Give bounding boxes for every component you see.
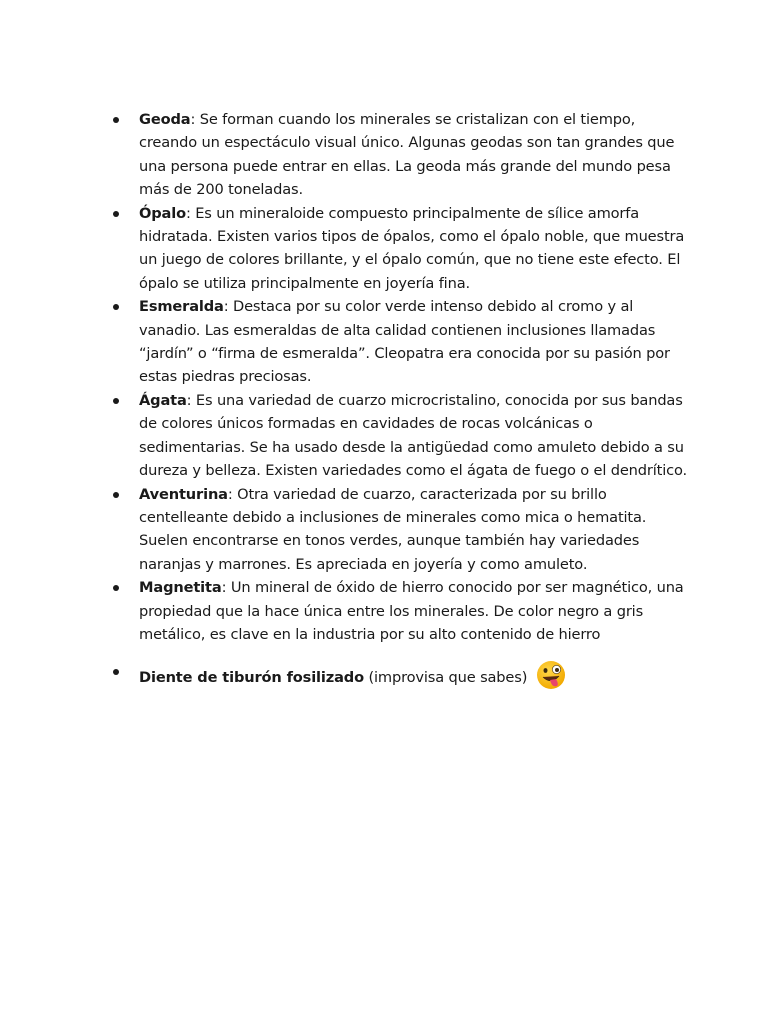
list-item bbox=[108, 202, 688, 296]
bullet-icon bbox=[113, 117, 119, 123]
item-text: : Se forman cuando los minerales se cristalizan con el tiempo, creando un espectáculo visual único. Algunas geodas son tan grandes que una persona puede entrar en ellas. La geoda más grande del mundo pesa más de 200 toneladas. bbox=[139, 111, 675, 199]
item-text: : Es una variedad de cuarzo microcristalino, conocida por sus bandas de colores únicos formadas en cavidades de rocas volcánicas o sedimentarias. Se ha usado desde la antigüedad como amuleto debido a su dureza y belleza. Existen variedades como el ágata de fuego o el dendrítico. bbox=[139, 391, 688, 480]
list-item bbox=[108, 295, 688, 389]
item-term: Geoda bbox=[139, 111, 191, 128]
bullet-icon bbox=[113, 492, 119, 498]
item-text: (improvisa que sabes) bbox=[363, 669, 528, 687]
bullet-icon bbox=[113, 304, 119, 310]
item-term: Esmeralda bbox=[139, 298, 224, 316]
list-item bbox=[108, 483, 688, 577]
item-term: Aventurina bbox=[139, 485, 228, 503]
bullet-icon bbox=[113, 211, 119, 217]
item-term: Magnetita bbox=[139, 579, 222, 597]
item-term: Ágata bbox=[139, 391, 187, 409]
bullet-icon bbox=[113, 669, 119, 675]
item-term: Diente de tiburón fosilizado bbox=[139, 669, 364, 687]
list-item bbox=[108, 576, 688, 646]
item-text: : Destaca por su color verde intenso debido al cromo y al vanadio. Las esmeraldas de alta calidad contienen inclusiones llamadas “jardín” o “firma de esmeralda”. Cleopatra era conocida por su pasión por estas piedras preciosas. bbox=[139, 298, 670, 386]
item-term: Ópalo bbox=[139, 204, 186, 222]
bullet-icon bbox=[113, 398, 119, 404]
bullet-icon bbox=[113, 585, 119, 591]
item-text: : Es un mineraloide compuesto principalmente de sílice amorfa hidratada. Existen varios tipos de ópalos, como el ópalo noble, que muestra un juego de colores brillante, y el ópalo común, que no tiene este efecto. El ópalo se utiliza principalmente en joyería fina. bbox=[139, 204, 685, 292]
minerals-list bbox=[108, 108, 688, 690]
item-text: : Un mineral de óxido de hierro conocido por ser magnético, una propiedad que la hace única entre los minerales. De color negro a gris metálico, es clave en la industria por su alto contenido de hierro bbox=[139, 579, 684, 643]
zany-face-emoji-icon bbox=[536, 660, 566, 690]
list-item bbox=[108, 108, 688, 202]
item-text: : Otra variedad de cuarzo, caracterizada por su brillo centelleante debido a inclusiones de minerales como mica o hematita. Suelen encontrarse en tonos verdes, aunque también hay variedades naranjas y marrones. Es apreciada en joyería y como amuleto. bbox=[139, 485, 647, 573]
list-item bbox=[108, 389, 688, 483]
list-item-extra bbox=[108, 660, 688, 690]
